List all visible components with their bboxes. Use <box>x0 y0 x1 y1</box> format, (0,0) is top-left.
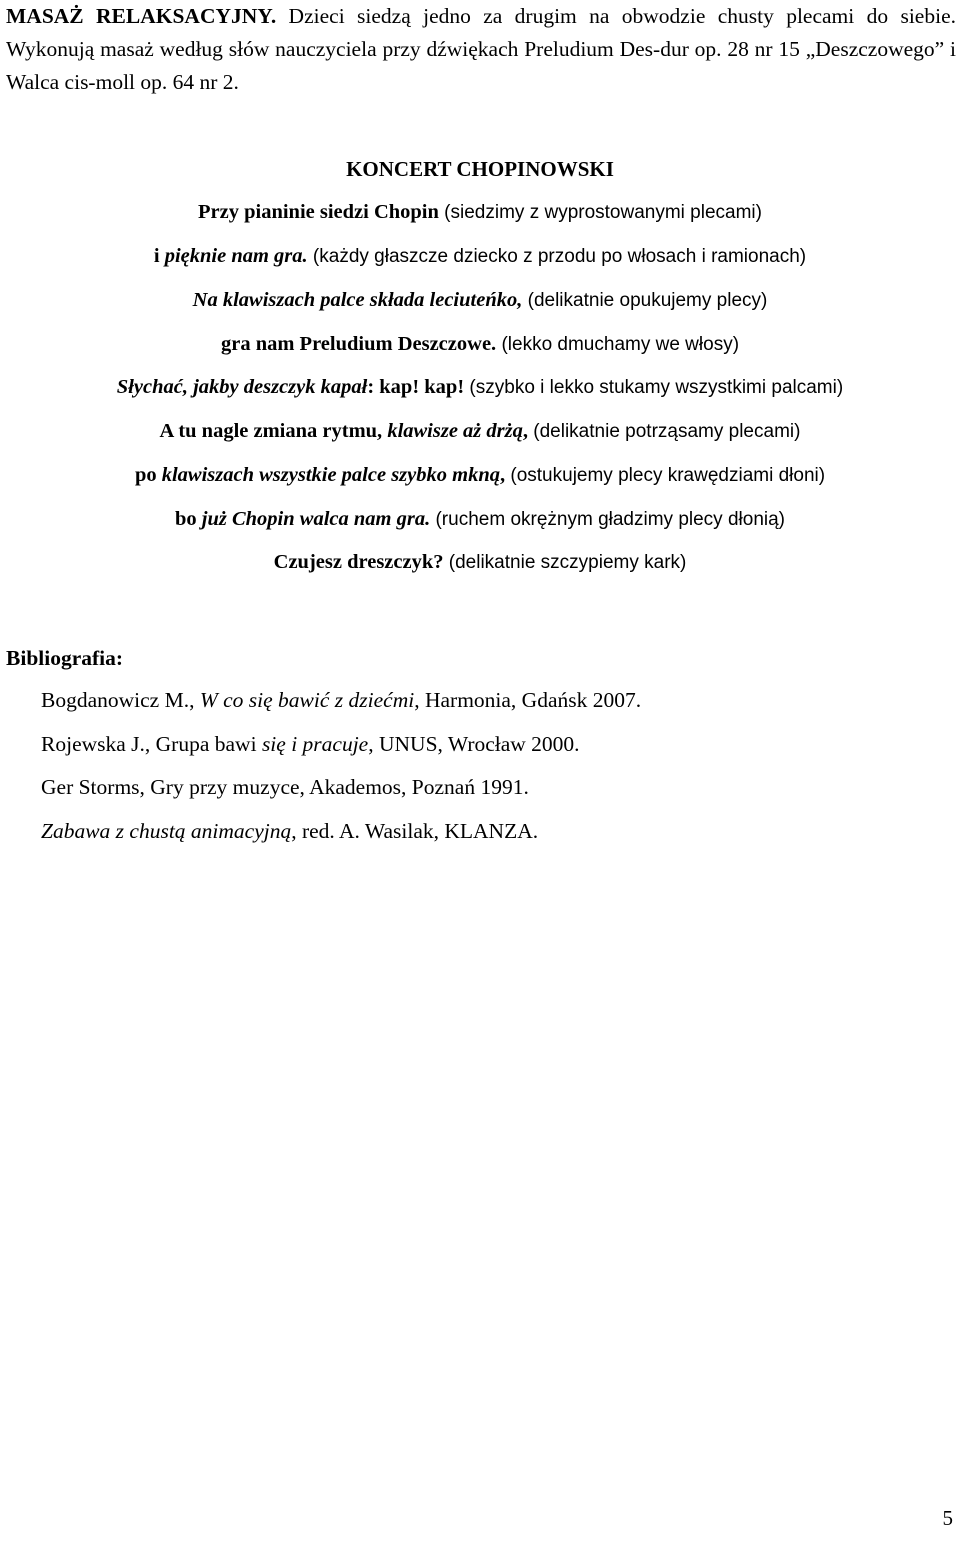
poem-instruction: (siedzimy z wyprostowanymi plecami) <box>438 202 762 223</box>
poem-lyric-italic: klawiszach wszystkie palce szybko mkną <box>161 464 500 486</box>
bibliography-item <box>41 728 580 760</box>
poem-line-1 <box>0 197 960 228</box>
poem-lyric-italic: pięknie nam gra. <box>164 245 308 267</box>
poem-instruction: (delikatnie szczypiemy kark) <box>443 552 687 573</box>
poem-lyric: bo <box>175 508 202 530</box>
bibliography-text: Bogdanowicz M., <box>41 688 200 712</box>
poem-lyric: , <box>522 420 528 442</box>
poem-line-3 <box>0 285 960 316</box>
bibliography-item <box>41 815 538 847</box>
intro-title: MASAŻ RELAKSACYJNY. <box>6 4 277 28</box>
poem-instruction: (ruchem okrężnym gładzimy plecy dłonią) <box>430 509 785 530</box>
poem-lyric: Przy pianinie siedzi Chopin <box>198 201 439 223</box>
intro-paragraph <box>6 0 956 99</box>
poem-instruction: (lekko dmuchamy we włosy) <box>496 334 740 355</box>
poem-lyric: i <box>153 245 165 267</box>
poem-lyric: po <box>134 464 162 486</box>
poem-line-7 <box>0 460 960 491</box>
poem-lyric: Czujesz dreszczyk? <box>273 551 444 573</box>
bibliography-title: W co się bawić z dziećmi <box>199 688 415 712</box>
poem-lyric-italic: Słychać, jakby deszczyk kapał <box>116 376 368 398</box>
intro-text: Dzieci siedzą jedno za drugim na obwodzie chusty plecami do siebie. Wykonują masaż według słów nauczyciela przy dźwiękach Preludium Des-dur op. 28 nr 15 „Deszczowego” i Walca cis-moll op. 64 nr 2. <box>6 4 956 94</box>
bibliography-text: Ger Storms, Gry przy muzyce, Akademos, Poznań 1991. <box>41 775 529 799</box>
poem-lyric: : kap! kap! <box>367 376 465 398</box>
poem-lyric-italic: Na klawiszach palce składa leciuteńko, <box>192 289 523 311</box>
bibliography-text: , UNUS, Wrocław 2000. <box>368 732 580 756</box>
poem-line-2 <box>0 241 960 272</box>
poem-line-4 <box>0 329 960 360</box>
bibliography-heading: Bibliografia: <box>6 646 124 670</box>
poem-instruction: (delikatnie opukujemy plecy) <box>522 290 768 311</box>
poem-lyric: , <box>499 464 506 486</box>
poem-instruction: (szybko i lekko stukamy wszystkimi palcami) <box>464 377 844 398</box>
concert-title: KONCERT CHOPINOWSKI <box>346 157 614 181</box>
poem-instruction: (każdy głaszcze dziecko z przodu po włosach i ramionach) <box>307 246 807 267</box>
bibliography-item <box>41 771 529 803</box>
bibliography-item <box>41 684 641 716</box>
poem-instruction: (ostukujemy plecy krawędziami dłoni) <box>505 465 826 486</box>
poem-lyric-italic: klawisze aż drżą <box>387 420 523 442</box>
poem-line-8 <box>0 504 960 535</box>
poem-line-9 <box>0 547 960 578</box>
bibliography-text: , Harmonia, Gdańsk 2007. <box>414 688 642 712</box>
bibliography-text: , red. A. Wasilak, KLANZA. <box>291 819 539 843</box>
poem-line-5 <box>0 372 960 403</box>
poem-lyric: A tu nagle zmiana rytmu, <box>159 420 388 442</box>
poem-lyric-italic: już Chopin walca nam gra. <box>201 508 431 530</box>
poem-line-6 <box>0 416 960 447</box>
bibliography-title: się i pracuje <box>261 732 369 756</box>
bibliography-text: Rojewska J., Grupa bawi <box>41 732 262 756</box>
bibliography-title: Zabawa z chustą animacyjną <box>41 819 292 843</box>
poem-lyric: gra nam Preludium Deszczowe. <box>220 333 497 355</box>
poem-instruction: (delikatnie potrząsamy plecami) <box>528 421 801 442</box>
page-number: 5 <box>942 1506 953 1530</box>
